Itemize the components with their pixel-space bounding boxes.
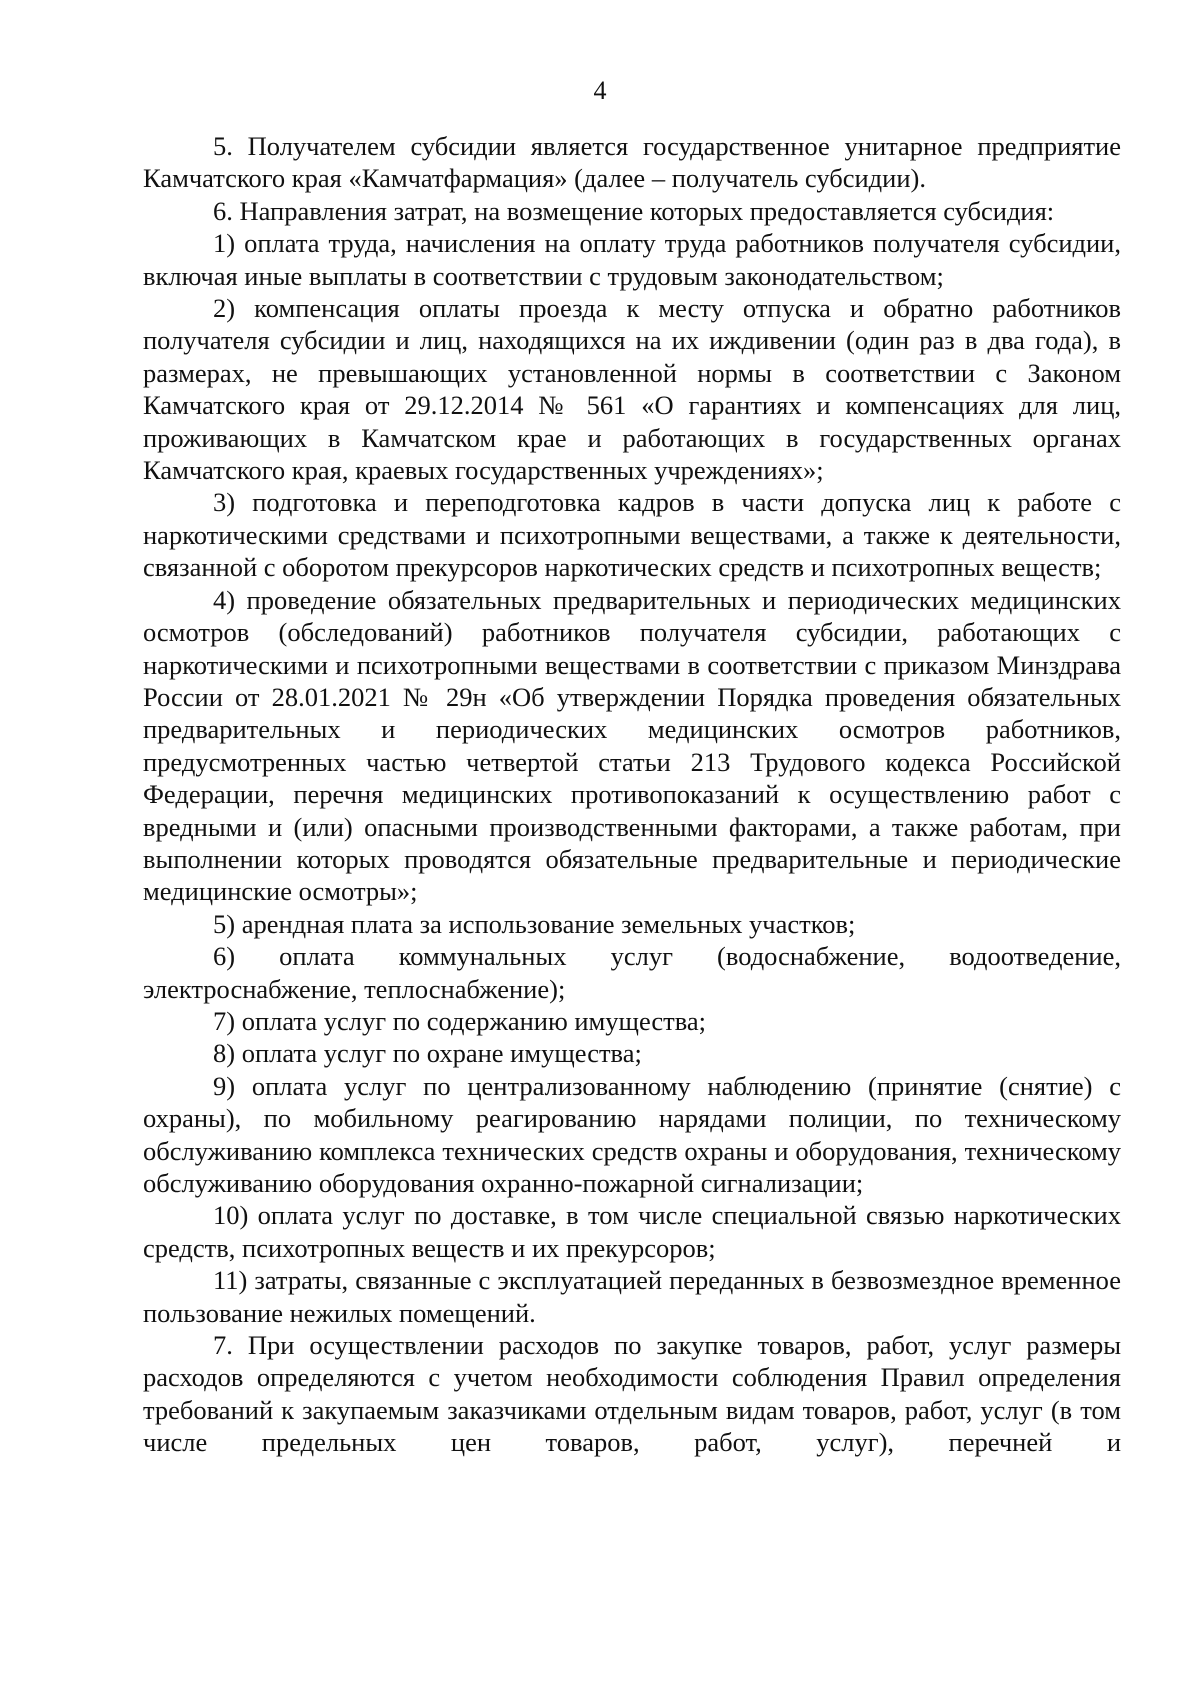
paragraph-7-procurement: 7. При осуществлении расходов по закупке товаров, работ, услуг размеры расходов определяются с учетом необходимости соблюдения Правил определения требований к закупаемым заказчиками отдельным видам товаров, работ, услуг (в том числе предельных цен товаров, работ, услуг), перечней и xyxy=(143,1330,1121,1458)
list-item-2: 2) компенсация оплаты проезда к месту отпуска и обратно работников получателя субсидии и лиц, находящихся на их иждивении (один раз в два года), в размерах, не превышающих установленной нормы в соответствии с Законом Камчатского края от 29.12.2014 № 561 «О гарантиях и компенсациях для лиц, проживающих в Камчатском крае и работающих в государственных органах Камчатского края, краевых государственных учреждениях»; xyxy=(143,293,1121,486)
list-item-5: 5) арендная плата за использование земельных участков; xyxy=(213,908,856,939)
page-number: 4 xyxy=(593,76,607,105)
list-item-11: 11) затраты, связанные с эксплуатацией переданных в безвозмездное временное пользование нежилых помещений. xyxy=(143,1265,1121,1328)
list-item-4: 4) проведение обязательных предварительных и периодических медицинских осмотров (обследований) работников получателя субсидии, работающих с наркотическими и психотропными веществами в соответствии с приказом Минздрава России от 28.01.2021 № 29н «Об утверждении Порядка проведения обязательных предварительных и периодических медицинских осмотров работников, предусмотренных частью четвертой статьи 213 Трудового кодекса Российской Федерации, перечня медицинских противопоказаний к осуществлению работ с вредными и (или) опасными производственными факторами, а также работам, при выполнении которых проводятся обязательные предварительные и периодические медицинские осмотры»; xyxy=(143,584,1121,907)
list-item-10: 10) оплата услуг по доставке, в том числе специальной связью наркотических средств, психотропных веществ и их прекурсоров; xyxy=(143,1200,1121,1263)
list-item-8: 8) оплата услуг по охране имущества; xyxy=(213,1038,642,1069)
list-item-7: 7) оплата услуг по содержанию имущества; xyxy=(213,1005,707,1036)
document-body xyxy=(143,130,1121,1459)
list-item-3: 3) подготовка и переподготовка кадров в части допуска лиц к работе с наркотическими средствами и психотропными веществами, а также к деятельности, связанной с оборотом прекурсоров наркотических средств и психотропных веществ; xyxy=(143,487,1121,583)
list-item-9: 9) оплата услуг по централизованному наблюдению (принятие (снятие) с охраны), по мобильному реагированию нарядами полиции, по техническому обслуживанию комплекса технических средств охраны и оборудования, техническому обслуживанию оборудования охранно-пожарной сигнализации; xyxy=(143,1070,1121,1198)
list-item-1: 1) оплата труда, начисления на оплату труда работников получателя субсидии, включая иные выплаты в соответствии с трудовым законодательством; xyxy=(143,228,1121,291)
paragraph-6-cost-directions: 6. Направления затрат, на возмещение которых предоставляется субсидия: xyxy=(213,195,1055,226)
paragraph-5-recipient: 5. Получателем субсидии является государственное унитарное предприятие Камчатского края «Камчатфармация» (далее – получатель субсидии). xyxy=(143,131,1121,194)
list-item-6: 6) оплата коммунальных услуг (водоснабжение, водоотведение, электроснабжение, теплоснабжение); xyxy=(143,941,1121,1004)
